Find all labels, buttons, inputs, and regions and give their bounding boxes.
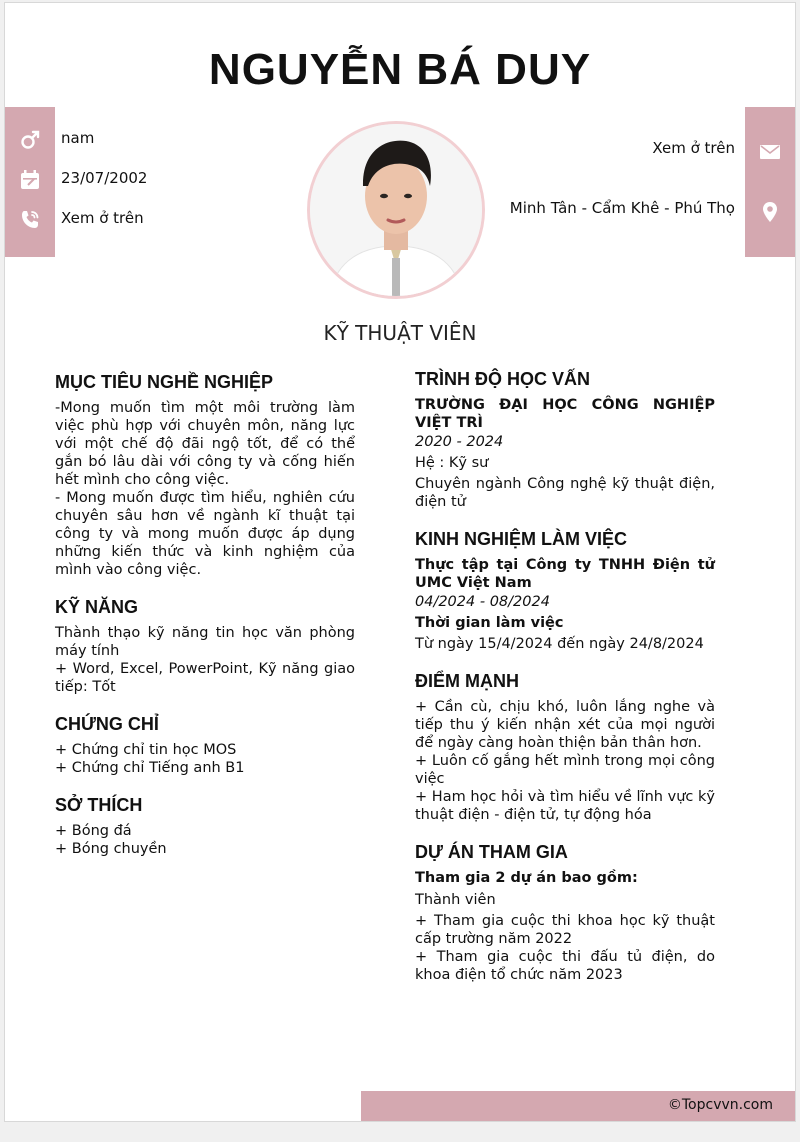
certificates-section — [55, 714, 355, 777]
experience-label: Thời gian làm việc — [415, 615, 564, 631]
experience-section — [415, 529, 715, 653]
career-goal-paragraph: -Mong muốn tìm một môi trường làm việc phù hợp với chuyên môn, năng lực với một chế độ đãi ngộ tốt, để có thể gắn bó lâu dài với công ty và cống hiến hết mình cho công việc. — [55, 400, 355, 488]
birthdate-text: 23/07/2002 — [61, 169, 148, 187]
education-title: TRÌNH ĐỘ HỌC VẤN — [415, 369, 590, 389]
right-column — [415, 369, 715, 1002]
strength-item: + Luôn cố gắng hết mình trong mọi công việc — [415, 753, 715, 787]
left-column — [55, 372, 355, 876]
gender-icon — [18, 128, 42, 152]
cv-page — [4, 2, 796, 1122]
career-goal-section — [55, 372, 355, 579]
projects-heading: Tham gia 2 dự án bao gồm: — [415, 870, 638, 886]
projects-role: Thành viên — [415, 892, 496, 908]
skills-paragraph: Thành thạo kỹ năng tin học văn phòng máy tính — [55, 625, 355, 659]
certificate-item: + Chứng chỉ tin học MOS — [55, 742, 237, 758]
project-item: + Tham gia cuộc thi đấu tủ điện, do khoa điện tổ chức năm 2023 — [415, 949, 715, 983]
education-section — [415, 369, 715, 511]
career-goal-title: MỤC TIÊU NGHỀ NGHIỆP — [55, 372, 274, 392]
left-contact-bar — [5, 107, 55, 257]
gender-text: nam — [61, 129, 95, 147]
strengths-title: ĐIỂM MẠNH — [415, 671, 519, 691]
email-icon — [758, 140, 782, 164]
address-text: Minh Tân - Cẩm Khê - Phú Thọ — [509, 199, 735, 217]
calendar-icon — [18, 168, 42, 192]
projects-section — [415, 842, 715, 984]
footer-bar — [361, 1091, 795, 1121]
phone-text: Xem ở trên — [61, 209, 144, 227]
hobbies-section — [55, 795, 355, 858]
hobby-item: + Bóng đá — [55, 823, 132, 839]
career-goal-paragraph: - Mong muốn được tìm hiểu, nghiên cứu chuyên sâu hơn về ngành kĩ thuật tại công ty và mong muốn được áp dụng những kiến thức và kinh nghiệm của mình vào công việc. — [55, 490, 355, 578]
avatar — [307, 121, 485, 299]
phone-icon — [18, 208, 42, 232]
experience-period: 04/2024 - 08/2024 — [415, 594, 550, 610]
certificate-item: + Chứng chỉ Tiếng anh B1 — [55, 760, 245, 776]
projects-title: DỰ ÁN THAM GIA — [415, 842, 568, 862]
strength-item: + Ham học hỏi và tìm hiểu về lĩnh vực kỹ thuật điện - điện tử, tự động hóa — [415, 789, 715, 823]
location-icon — [758, 200, 782, 224]
certificates-title: CHỨNG CHỈ — [55, 714, 159, 734]
experience-company: Thực tập tại Công ty TNHH Điện tử UMC Việt Nam — [415, 557, 715, 591]
right-contact-bar — [745, 107, 795, 257]
project-item: + Tham gia cuộc thi khoa học kỹ thuật cấp trường năm 2022 — [415, 913, 715, 947]
experience-detail: Từ ngày 15/4/2024 đến ngày 24/8/2024 — [415, 636, 704, 652]
candidate-name: NGUYỄN BÁ DUY — [208, 45, 592, 94]
hobby-item: + Bóng chuyền — [55, 841, 167, 857]
footer-watermark: ©Topcvvn.com — [667, 1097, 773, 1113]
skills-section — [55, 597, 355, 696]
hobbies-title: SỞ THÍCH — [55, 795, 143, 815]
experience-title: KINH NGHIỆM LÀM VIỆC — [415, 529, 628, 549]
strengths-section — [415, 671, 715, 824]
email-text: Xem ở trên — [652, 139, 735, 157]
skills-title: KỸ NĂNG — [55, 597, 139, 617]
skills-paragraph: + Word, Excel, PowerPoint, Kỹ năng giao tiếp: Tốt — [55, 661, 355, 695]
education-period: 2020 - 2024 — [415, 434, 504, 450]
education-major: Chuyên ngành Công nghệ kỹ thuật điện, điện tử — [415, 476, 715, 510]
strength-item: + Cần cù, chịu khó, luôn lắng nghe và tiếp thu ý kiến nhận xét của mọi người để ngày càng hoàn thiện bản thân hơn. — [415, 699, 715, 751]
education-level: Hệ : Kỹ sư — [415, 455, 489, 471]
school-name: TRƯỜNG ĐẠI HỌC CÔNG NGHIỆP VIỆT TRÌ — [415, 397, 715, 431]
job-title: KỸ THUẬT VIÊN — [323, 321, 477, 345]
